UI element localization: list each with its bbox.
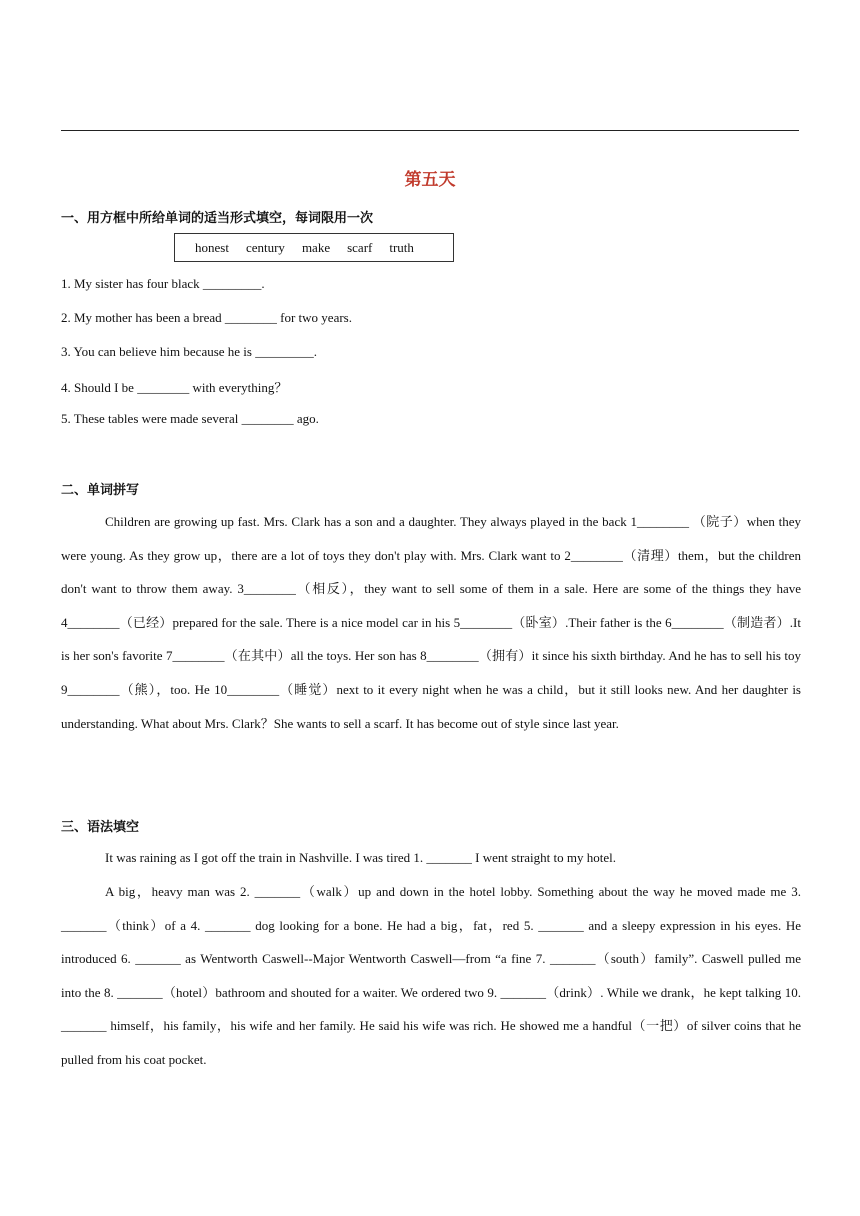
section-3-heading: 三、语法填空 [61, 820, 140, 835]
word-bank-item: scarf [347, 239, 373, 255]
word-bank-item: century [245, 239, 285, 255]
question-5: 5. These tables were made several ________ ago. [61, 411, 319, 426]
question-4: 4. Should I be ________ with everything？ [61, 380, 288, 395]
section-2-paragraph: Children are growing up fast. Mrs. Clark has a son and a daughter. They always played in the back 1________ （院子）when they were young. As they grow up，there are a lot of toys they don't play with. Mrs. Clark want to 2________（清理）them，but the children don't want to throw them away. 3________（相反），they want to sell some of them in a sale. Here are some of the things they have 4________（已经）prepared for the sale. There is a nice model car in his 5________（卧室）.Their father is the 6________（制造者）.It is her son's favorite 7________（在其中）all the toys. Her son has 8________（拥有）it since his sixth birthday. And he has to sell his toy 9________（熊），too. He 10________（睡觉）next to it every night when he was a child，but it still looks new. And her daughter is understanding. What about Mrs. Clark？She wants to sell a scarf. It has become out of style since last year. [61, 514, 801, 731]
section-3-paragraph-1: It was raining as I got off the train in Nashville. I was tired 1. _______ I went straight to my hotel. [105, 850, 616, 865]
section-1-heading: 一、用方框中所给单词的适当形式填空，每词限用一次 [61, 211, 374, 226]
word-bank-box [174, 233, 454, 262]
word-bank-item: truth [389, 239, 414, 255]
word-bank-item: make [301, 239, 331, 255]
question-1: 1. My sister has four black _________. [61, 276, 265, 291]
section-2-heading: 二、单词拼写 [61, 483, 140, 498]
section-3-paragraph-2: A big，heavy man was 2. _______（walk）up and down in the hotel lobby. Something about the way he moved made me 3. _______（think）of a 4. _______ dog looking for a bone. He had a big，fat，red 5. _______ and a sleepy expression in his eyes. He introduced 6. _______ as Wentworth Caswell--Major Wentworth Caswell—from “a fine 7. _______（south）family”. Caswell pulled me into the 8. _______（hotel）bathroom and shouted for a waiter. We ordered two 9. _______（drink）. While we drank，he kept talking 10. _______ himself，his family，his wife and her family. He said his wife was rich. He showed me a handful（一把）of silver coins that he pulled from his coat pocket. [61, 884, 801, 1067]
question-2: 2. My mother has been a bread ________ for two years. [61, 310, 352, 325]
header-rule [61, 130, 799, 131]
page-title: 第五天 [404, 170, 456, 190]
question-3: 3. You can believe him because he is _________. [61, 344, 317, 359]
word-bank-item: honest [195, 239, 229, 255]
